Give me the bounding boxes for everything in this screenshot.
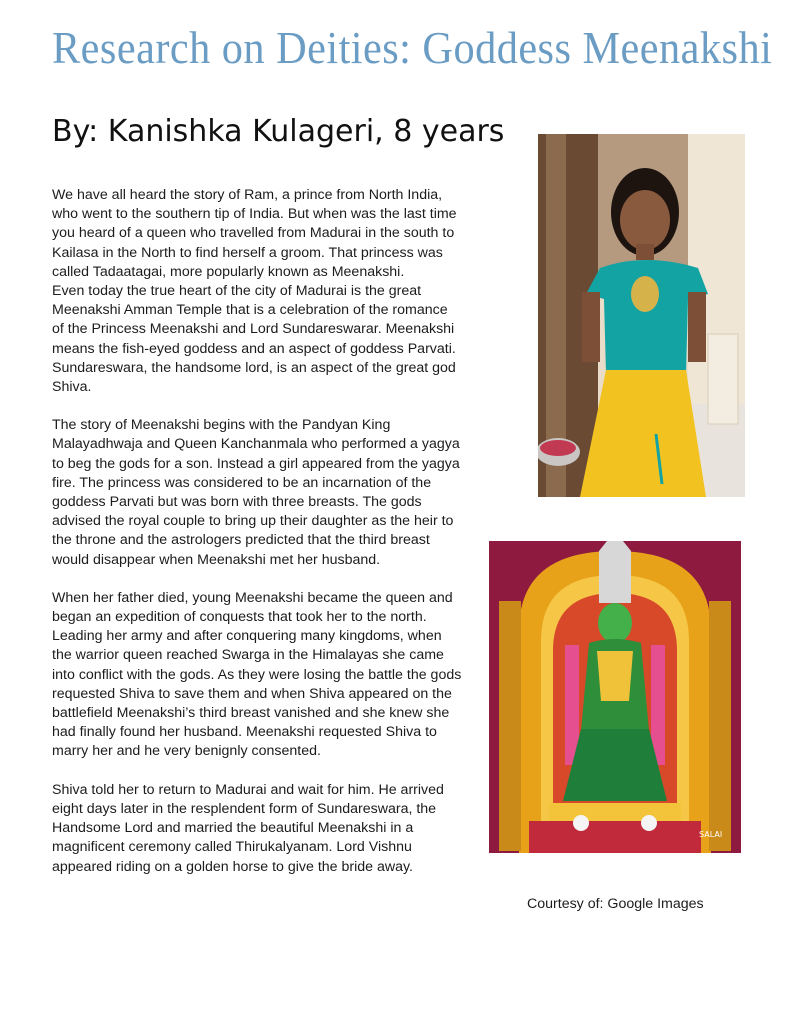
paragraph-gap (52, 397, 462, 416)
watermark-text: SALAI (699, 830, 723, 839)
author-photo (538, 134, 745, 497)
paragraph-birth: The story of Meenakshi begins with the Pandyan King Malayadhwaja and Queen Kanchanmala who performed a yagya to beg the gods for a son. Instead a girl appeared from the yagya fire. The princess was considered to be an incarnation of the goddess Parvati but was born with three breasts. The gods advised the royal couple to bring up their daughter as the heir to the throne and the astrologers predicted that the third breast would disappear when Meenakshi met her husband. (52, 417, 460, 568)
paragraph-gap (52, 570, 462, 589)
image-credit: Courtesy of: Google Images (527, 896, 704, 912)
paragraph-wedding: Shiva told her to return to Madurai and wait for him. He arrived eight days later in the resplendent form of Sundareswara, the Handsome Lord and married the beautiful Meenakshi in a magnificent ceremony called Thirukalyanam. Lord Vishnu appeared riding on a golden horse to give the bride away. (52, 781, 444, 875)
deity-image (489, 541, 741, 853)
paragraph-conquest: When her father died, young Meenakshi became the queen and began an expedition of conquests that took her to the north. Leading her army and after conquering many kingdoms, when the warrior queen reached Swarga in the Himalayas she came into conflict with the gods. As they were losing the battle the gods requested Shiva to save them and when Shiva appeared on the battlefield Meenakshi’s third breast vanished and she knew she had finally found her husband. Meenakshi requested Shiva to marry her and he very benignly consented. (52, 589, 462, 760)
paragraph-temple: Even today the true heart of the city of Madurai is the great Meenakshi Amman Temple that is a celebration of the romance of the Princess Meenakshi and Lord Sundareswarar. Meenakshi means the fish-eyed goddess and an aspect of goddess Parvati. Sundareswara, the handsome lord, is an aspect of the great god Shiva. (52, 283, 456, 396)
paragraph-gap (52, 762, 462, 781)
article-body (52, 186, 462, 877)
paragraph-intro: We have all heard the story of Ram, a prince from North India, who went to the southern tip of India. But when was the last time you heard of a queen who travelled from Madurai in the south to Kailasa in the North to find herself a groom. That princess was called Tadaatagai, more popularly known as Meenakshi. (52, 187, 457, 280)
page-title: Research on Deities: Goddess Meenakshi (52, 22, 773, 73)
author-byline: By: Kanishka Kulageri, 8 years (52, 114, 505, 149)
